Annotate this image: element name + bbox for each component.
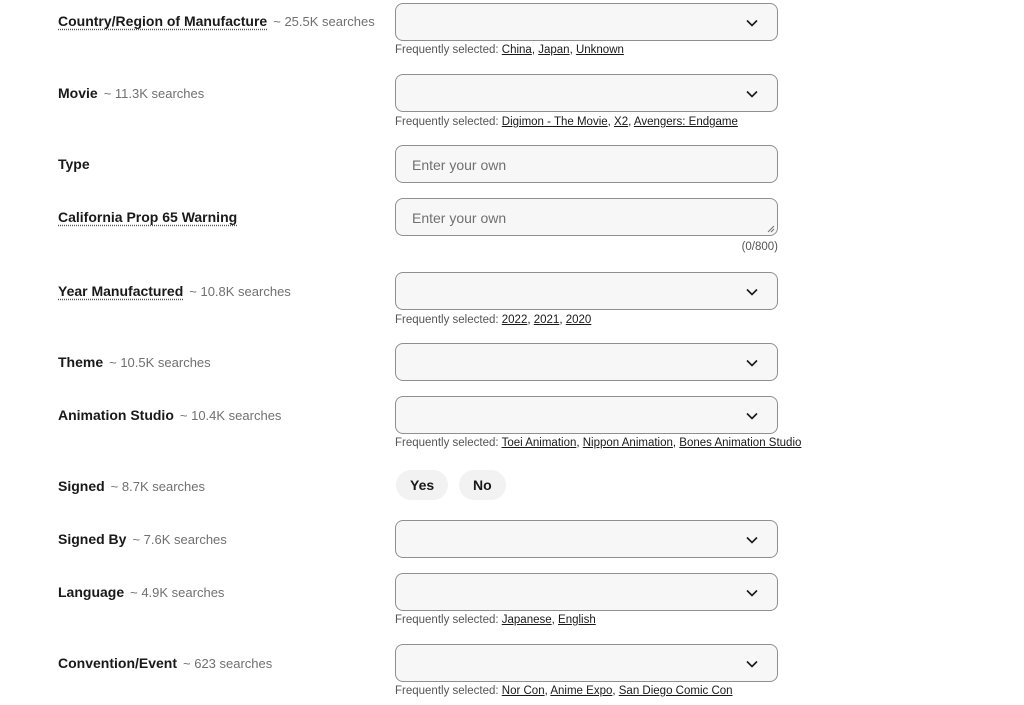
- year-label[interactable]: Year Manufactured: [58, 283, 184, 299]
- suggestion-link[interactable]: Anime Expo: [550, 685, 613, 697]
- type-label: Type: [58, 156, 90, 172]
- language-label: Language: [58, 584, 125, 600]
- chevron-down-icon: [745, 285, 759, 299]
- field-label: [58, 209, 237, 225]
- studio-label: Animation Studio: [58, 407, 174, 423]
- chevron-down-icon: [745, 16, 759, 30]
- signed-label: Signed: [58, 478, 105, 494]
- field-label: [58, 13, 375, 29]
- search-count: ~ 11.3K searches: [103, 86, 205, 101]
- suggestion-link[interactable]: Bones Animation Studio: [679, 437, 802, 449]
- type-input[interactable]: [395, 145, 778, 183]
- country-label[interactable]: Country/Region of Manufacture: [58, 13, 268, 29]
- suggestion-link[interactable]: X2: [614, 116, 629, 128]
- chevron-down-icon: [745, 586, 759, 600]
- suggestion-link[interactable]: Japan: [538, 44, 570, 56]
- suggestion-link[interactable]: Japanese: [501, 614, 552, 626]
- frequently-selected: Frequently selected: Toei Animation, Nippon Animation, Bones Animation Studio: [395, 437, 802, 449]
- yes-button[interactable]: Yes: [396, 470, 448, 500]
- field-label: [58, 354, 211, 370]
- field-label: [58, 655, 272, 671]
- chevron-down-icon: [745, 87, 759, 101]
- suggestion-link[interactable]: San Diego Comic Con: [618, 685, 733, 697]
- movie-label: Movie: [58, 85, 98, 101]
- frequently-selected: Frequently selected: 2022, 2021, 2020: [395, 314, 592, 326]
- input-placeholder: Enter your own: [412, 210, 507, 226]
- chevron-down-icon: [745, 657, 759, 671]
- language-select[interactable]: [395, 573, 778, 611]
- convention-label: Convention/Event: [58, 655, 178, 671]
- no-button[interactable]: No: [459, 470, 506, 500]
- chevron-down-icon: [745, 533, 759, 547]
- studio-select[interactable]: [395, 396, 778, 434]
- year-select[interactable]: [395, 272, 778, 310]
- character-counter: (0/800): [741, 241, 778, 253]
- suggestion-link[interactable]: 2022: [501, 314, 528, 326]
- suggestion-link[interactable]: 2020: [565, 314, 592, 326]
- field-label: [58, 156, 90, 172]
- chevron-down-icon: [745, 409, 759, 423]
- prop65-label[interactable]: California Prop 65 Warning: [58, 209, 238, 225]
- search-count: ~ 10.8K searches: [189, 284, 291, 299]
- suggestion-link[interactable]: Toei Animation: [501, 437, 577, 449]
- suggestion-link[interactable]: Avengers: Endgame: [633, 116, 738, 128]
- suggestion-link[interactable]: Digimon - The Movie: [501, 116, 608, 128]
- field-label: [58, 407, 281, 423]
- frequently-selected: Frequently selected: Nor Con, Anime Expo, San Diego Comic Con: [395, 685, 733, 697]
- prop65-textarea[interactable]: [395, 198, 778, 236]
- signed-by-label: Signed By: [58, 531, 127, 547]
- suggestion-link[interactable]: China: [501, 44, 532, 56]
- signed-by-select[interactable]: [395, 520, 778, 558]
- frequently-selected: Frequently selected: Japanese, English: [395, 614, 596, 626]
- search-count: ~ 10.4K searches: [179, 408, 282, 423]
- field-label: [58, 85, 204, 101]
- field-label: [58, 283, 291, 299]
- search-count: ~ 7.6K searches: [132, 532, 227, 547]
- search-count: ~ 10.5K searches: [109, 355, 211, 370]
- search-count: ~ 4.9K searches: [130, 585, 225, 600]
- frequently-selected: Frequently selected: China, Japan, Unknown: [395, 44, 624, 56]
- search-count: ~ 623 searches: [183, 656, 273, 671]
- resize-grip-icon[interactable]: [767, 225, 775, 233]
- convention-select[interactable]: [395, 644, 778, 682]
- input-placeholder: Enter your own: [412, 157, 507, 173]
- theme-select[interactable]: [395, 343, 778, 381]
- field-label: [58, 531, 227, 547]
- suggestion-link[interactable]: Unknown: [575, 44, 624, 56]
- search-count: ~ 8.7K searches: [110, 479, 205, 494]
- movie-select[interactable]: [395, 74, 778, 112]
- suggestion-link[interactable]: Nippon Animation: [582, 437, 673, 449]
- field-label: [58, 478, 205, 494]
- suggestion-link[interactable]: English: [558, 614, 596, 626]
- theme-label: Theme: [58, 354, 104, 370]
- chevron-down-icon: [745, 356, 759, 370]
- suggestion-link[interactable]: 2021: [533, 314, 560, 326]
- country-select[interactable]: [395, 3, 778, 41]
- field-label: [58, 584, 224, 600]
- frequently-selected: Frequently selected: Digimon - The Movie, X2, Avengers: Endgame: [395, 116, 738, 128]
- search-count: ~ 25.5K searches: [273, 14, 375, 29]
- suggestion-link[interactable]: Nor Con: [501, 685, 545, 697]
